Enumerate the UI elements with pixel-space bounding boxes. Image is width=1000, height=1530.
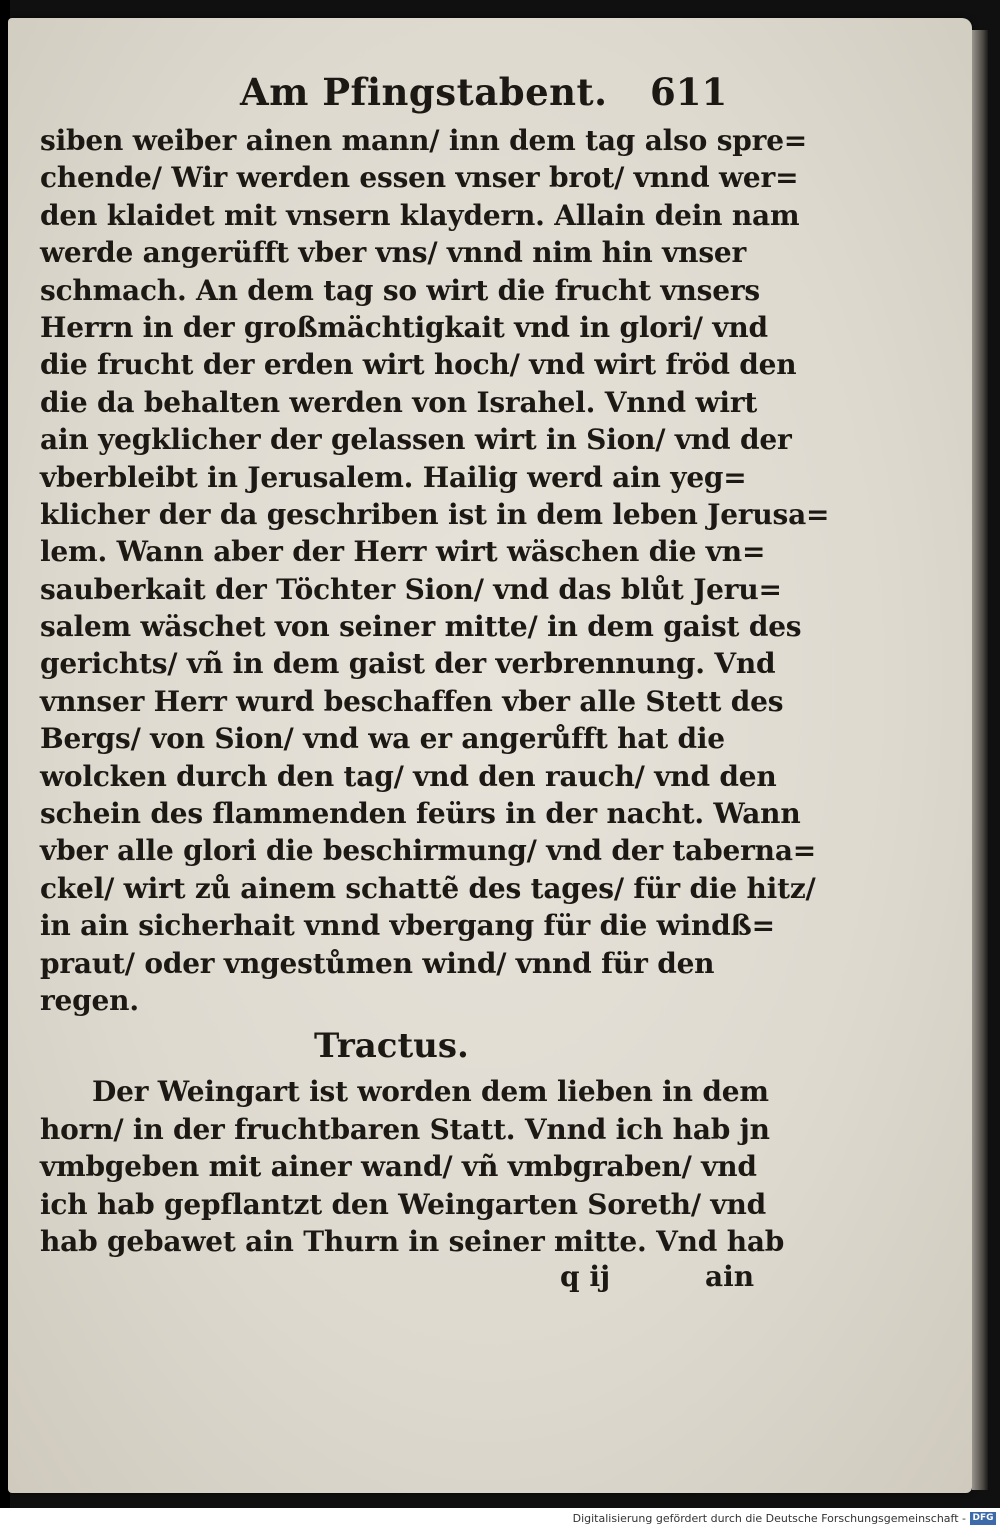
running-title: Am Pfingstabent. bbox=[240, 70, 608, 114]
funding-footer bbox=[0, 1508, 1000, 1530]
text-line: Der Weingart ist worden dem lieben in dem bbox=[92, 1075, 769, 1109]
text-line: chende/ Wir werden essen vnser brot/ vnnd wer= bbox=[40, 161, 799, 195]
text-line: die frucht der erden wirt hoch/ vnd wirt fröd den bbox=[40, 348, 797, 382]
text-line: sauberkait der Töchter Sion/ vnd das blůt Jeru= bbox=[40, 572, 782, 606]
text-line: vberbleibt in Jerusalem. Hailig werd ain yeg= bbox=[40, 460, 747, 494]
text-line: klicher der da geschriben ist in dem leben Jerusa= bbox=[40, 497, 830, 531]
signature-line bbox=[40, 1260, 780, 1300]
text-line: die da behalten werden von Israhel. Vnnd wirt bbox=[40, 385, 758, 419]
text-line: ain yegklicher der gelassen wirt in Sion/ vnd der bbox=[40, 423, 792, 457]
text-line: schein des flammenden feürs in der nacht. Wann bbox=[40, 797, 801, 831]
signature-mark: q ij bbox=[560, 1260, 611, 1294]
text-line: horn/ in der fruchtbaren Statt. Vnnd ich hab jn bbox=[40, 1112, 770, 1146]
text-line: salem wäschet von seiner mitte/ in dem gaist des bbox=[40, 610, 802, 644]
page-fore-edge bbox=[972, 30, 988, 1490]
text-line: vber alle glori die beschirmung/ vnd der taberna= bbox=[40, 834, 817, 868]
dfg-logo: DFG bbox=[970, 1512, 996, 1525]
text-line: wolcken durch den tag/ vnd den rauch/ vnd den bbox=[40, 759, 777, 793]
section-heading: Tractus. bbox=[314, 1026, 469, 1067]
folio-number: 611 bbox=[650, 70, 728, 114]
text-line: praut/ oder vngestůmen wind/ vnnd für den bbox=[40, 946, 715, 980]
text-line: hab gebawet ain Thurn in seiner mitte. Vnd hab bbox=[40, 1224, 785, 1258]
text-line: in ain sicherhait vnnd vbergang für die windß= bbox=[40, 909, 775, 943]
body-paragraph-2 bbox=[40, 1073, 785, 1260]
text-line: lem. Wann aber der Herr wirt wäschen die vn= bbox=[40, 535, 766, 569]
text-line: regen. bbox=[40, 983, 139, 1017]
text-line: schmach. An dem tag so wirt die frucht vnsers bbox=[40, 273, 760, 307]
running-head bbox=[40, 70, 780, 122]
text-line: ckel/ wirt zů ainem schattẽ des tages/ für die hitz/ bbox=[40, 871, 816, 905]
text-line: gerichts/ vñ in dem gaist der verbrennung. Vnd bbox=[40, 647, 776, 681]
text-line: werde angerüfft vber vns/ vnnd nim hin vnser bbox=[40, 236, 747, 270]
text-block bbox=[40, 70, 830, 1300]
funding-note: Digitalisierung gefördert durch die Deutsche Forschungsgemeinschaft - bbox=[572, 1512, 966, 1525]
text-line: ich hab gepflantzt den Weingarten Soreth/ vnd bbox=[40, 1187, 767, 1221]
text-line: siben weiber ainen mann/ inn dem tag also spre= bbox=[40, 124, 808, 157]
text-line: Herrn in der großmächtigkait vnd in glori/ vnd bbox=[40, 310, 768, 344]
text-line: vnnser Herr wurd beschaffen vber alle Stett des bbox=[40, 684, 784, 718]
text-line: Bergs/ von Sion/ vnd wa er angerůfft hat die bbox=[40, 722, 725, 756]
text-line: den klaidet mit vnsern klaydern. Allain dein nam bbox=[40, 198, 800, 232]
body-paragraph-1 bbox=[40, 122, 830, 1019]
text-line: vmbgeben mit ainer wand/ vñ vmbgraben/ vnd bbox=[40, 1150, 757, 1184]
catchword: ain bbox=[705, 1260, 755, 1294]
